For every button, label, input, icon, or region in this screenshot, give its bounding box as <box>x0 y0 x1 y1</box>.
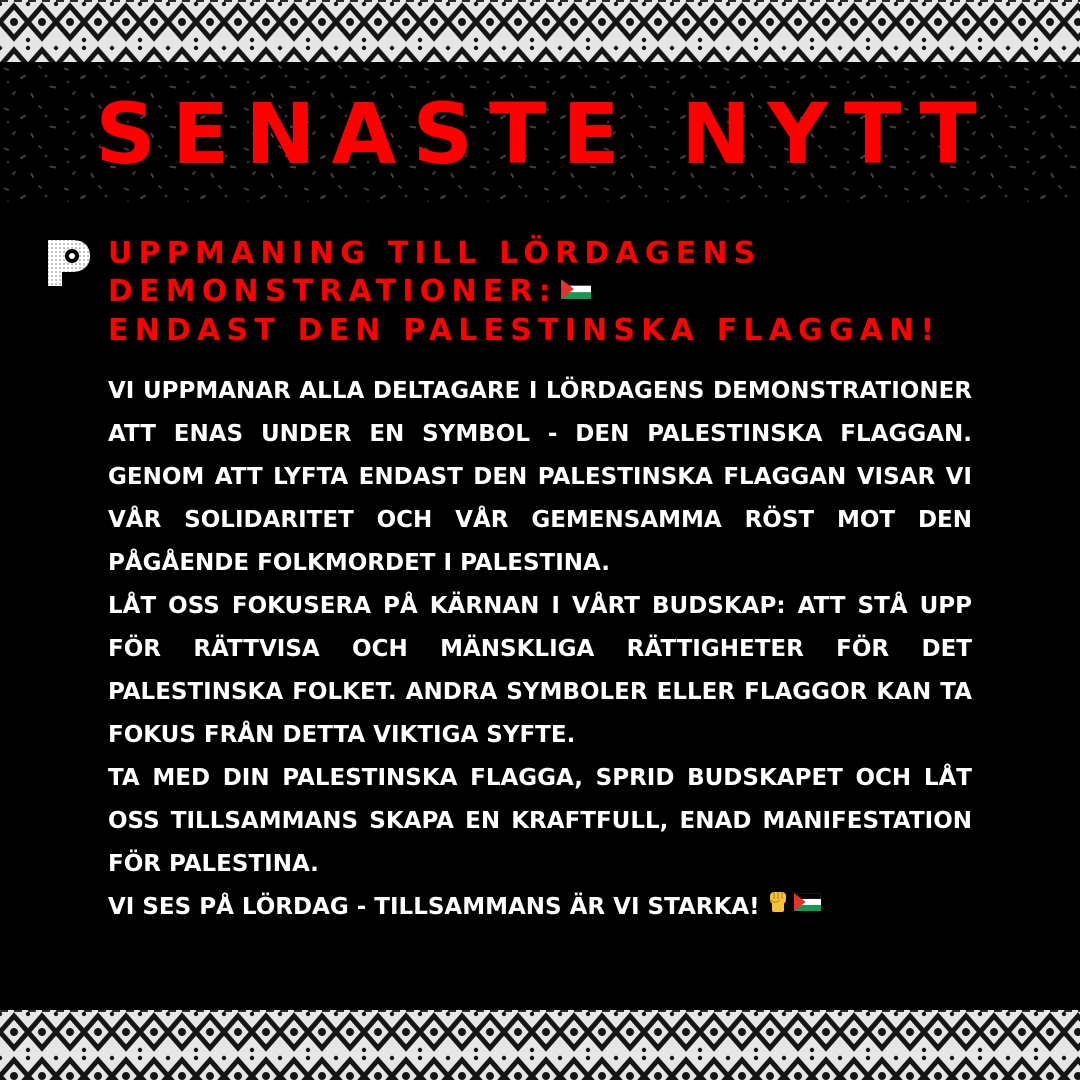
body-paragraph-4-wrap <box>108 886 972 929</box>
p-logo-icon <box>46 238 92 288</box>
heading-line-2 <box>108 273 1008 312</box>
palestine-flag-icon-closing <box>794 883 821 926</box>
keffiyeh-pattern-top <box>0 0 1080 62</box>
keffiyeh-pattern-bottom <box>0 1010 1080 1080</box>
body-paragraph-3: TA MED DIN PALESTINSKA FLAGGA, SPRID BUDSKAPET OCH LÅT OSS TILLSAMMANS SKAPA EN KRAFTFULL, ENAD MANIFESTATION FÖR PALESTINA. <box>108 765 972 877</box>
heading-line-3: ENDAST DEN PALESTINSKA FLAGGAN! <box>108 312 941 348</box>
heading-line-1: UPPMANING TILL LÖRDAGENS <box>108 236 762 271</box>
body-paragraph-2: LÅT OSS FOKUSERA PÅ KÄRNAN I VÅRT BUDSKAP: ATT STÅ UPP FÖR RÄTTVISA OCH MÄNSKLIGA RÄTTIGHETER FÖR DET PALESTINSKA FOLKET. ANDRA SYMBOLER ELLER FLAGGOR KAN TA FOKUS FRÅN DETTA VIKTIGA SYFTE. <box>108 593 972 748</box>
announcement-heading <box>108 235 1008 350</box>
announcement-body <box>108 370 972 929</box>
body-paragraph-1: VI UPPMANAR ALLA DELTAGARE I LÖRDAGENS DEMONSTRATIONER ATT ENAS UNDER EN SYMBOL - DEN PALESTINSKA FLAGGAN. GENOM ATT LYFTA ENDAST DEN PALESTINSKA FLAGGAN VISAR VI VÅR SOLIDARITET OCH VÅR GEMENSAMMA RÖST MOT DEN PÅGÅENDE FOLKMORDET I PALESTINA. <box>108 378 972 576</box>
heading-line-2-text: DEMONSTRATIONER: <box>108 274 557 309</box>
body-paragraph-4: VI SES PÅ LÖRDAG - TILLSAMMANS ÄR VI STARKA! <box>108 894 760 920</box>
raised-fist-icon <box>766 886 790 929</box>
page-title: SENASTE NYTT <box>95 85 993 183</box>
palestine-flag-icon <box>561 271 591 309</box>
